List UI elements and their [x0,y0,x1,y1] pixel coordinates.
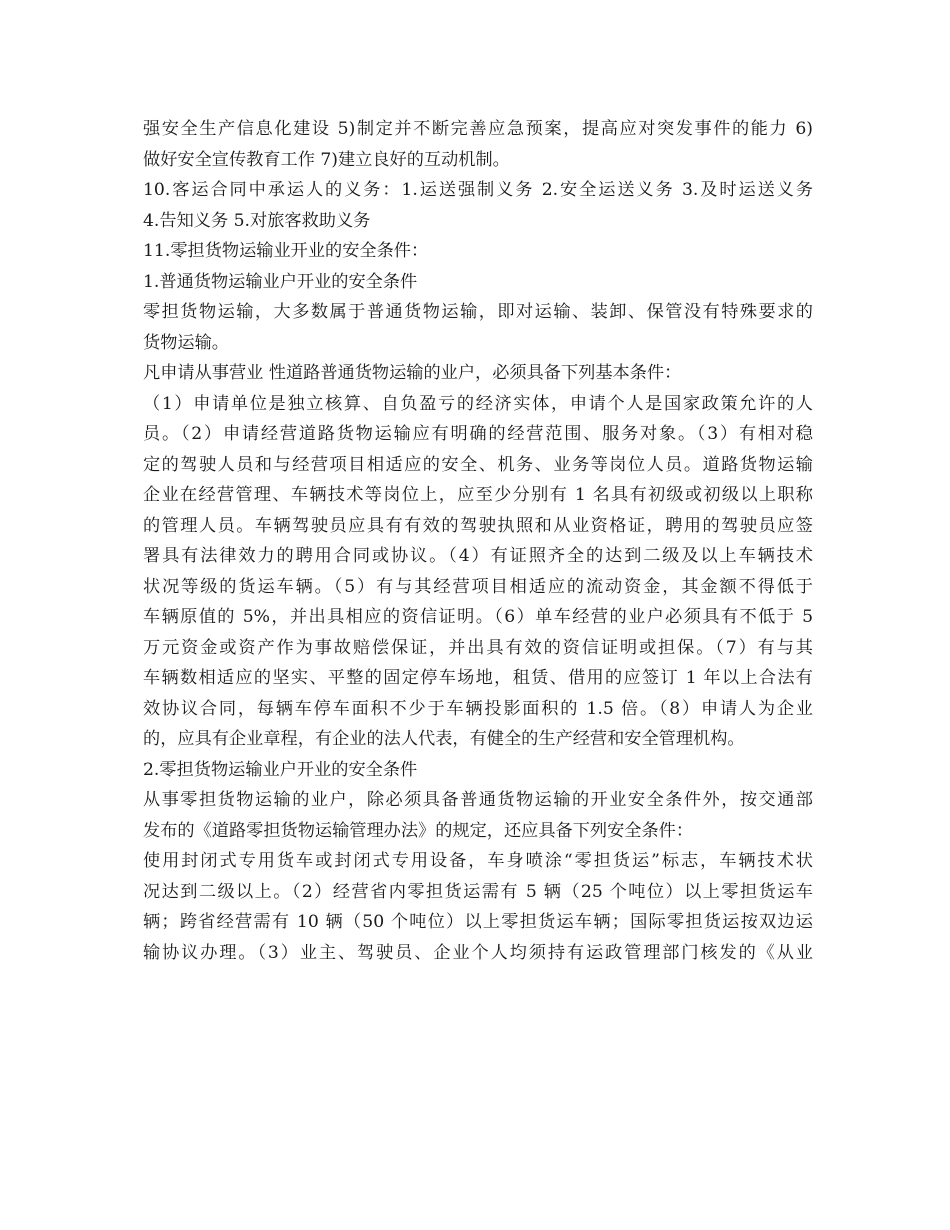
text-line: 状况等级的货运车辆。（5）有与其经营项目相适应的流动资金，其金额不得低于 [143,576,813,597]
text-line: 的，应具有企业章程，有企业的法人代表，有健全的生产经营和安全管理机构。 [143,729,745,749]
text-line: 效协议合同，每辆车停车面积不少于车辆投影面积的 1.5 倍。（8）申请人为企业 [143,698,813,719]
text-line: 货物运输。 [143,332,229,353]
text-line: 强安全生产信息化建设 5)制定并不断完善应急预案，提高应对突发事件的能力 6) [143,119,813,139]
text-line: 10.客运合同中承运人的义务：1.运送强制义务 2.安全运送义务 3.及时运送义务 [143,180,813,200]
text-line: 定的驾驶人员和与经营项目相适应的安全、机务、业务等岗位人员。道路货物运输 [143,454,813,475]
text-line: 输协议办理。（3）业主、驾驶员、企业个人均须持有运政管理部门核发的《从业 [143,942,813,963]
text-line: 4.告知义务 5.对旅客救助义务 [143,210,371,231]
text-line: （1）申请单位是独立核算、自负盈亏的经济实体，申请个人是国家政策允许的人 [143,393,813,414]
text-line: 车辆数相适应的坚实、平整的固定停车场地，租赁、借用的应签订 1 年以上合法有 [143,668,813,688]
text-line: 零担货物运输，大多数属于普通货物运输，即对运输、装卸、保管没有特殊要求的 [143,302,813,322]
text-line: 况达到二级以上。（2）经营省内零担货运需有 5 辆（25 个吨位）以上零担货运车 [143,881,813,902]
text-line: 1.普通货物运输业户开业的安全条件 [143,271,418,292]
text-line: 辆；跨省经营需有 10 辆（50 个吨位）以上零担货运车辆；国际零担货运按双边运 [143,912,813,932]
text-line: 员。（2）申请经营道路货物运输应有明确的经营范围、服务对象。（3）有相对稳 [143,424,813,444]
text-line: 车辆原值的 5%，并出具相应的资信证明。（6）单车经营的业户必须具有不低于 5 [143,607,813,627]
document-page [143,114,813,968]
text-line: 的管理人员。车辆驾驶员应具有有效的驾驶执照和从业资格证，聘用的驾驶员应签 [143,515,813,536]
text-line: 2.零担货物运输业户开业的安全条件 [143,759,418,780]
text-line: 做好安全宣传教育工作 7)建立良好的互动机制。 [143,149,510,170]
text-line: 从事零担货物运输的业户，除必须具备普通货物运输的开业安全条件外，按交通部 [143,790,813,810]
text-line: 发布的《道路零担货物运输管理办法》的规定，还应具备下列安全条件： [143,820,694,841]
text-line: 使用封闭式专用货车或封闭式专用设备，车身喷涂“零担货运”标志，车辆技术状 [143,851,813,871]
text-line: 署具有法律效力的聘用合同或协议。（4）有证照齐全的达到二级及以上车辆技术 [143,546,813,566]
text-line: 11.零担货物运输业开业的安全条件： [143,241,429,261]
text-line: 企业在经营管理、车辆技术等岗位上，应至少分别有 1 名具有初级或初级以上职称 [143,485,813,505]
text-line: 万元资金或资产作为事故赔偿保证，并出具有效的资信证明或担保。（7）有与其 [143,637,813,658]
text-line: 凡申请从事营业 性道路普通货物运输的业户，必须具备下列基本条件： [143,363,682,383]
